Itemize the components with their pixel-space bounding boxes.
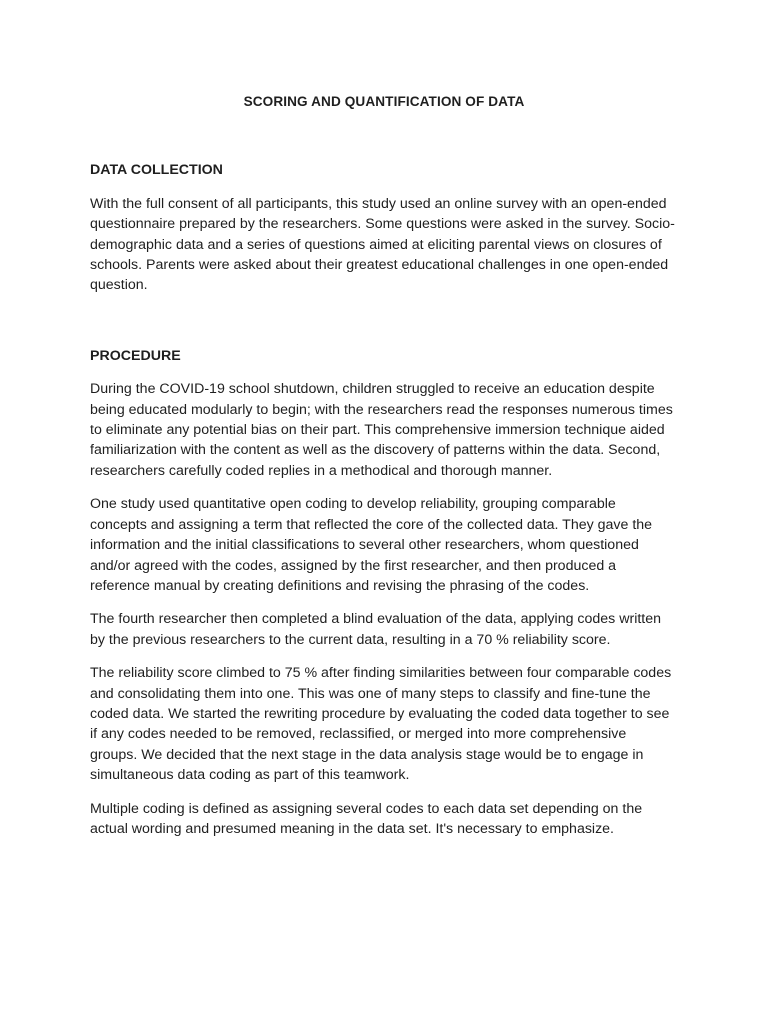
paragraph: One study used quantitative open coding to develop reliability, grouping comparable concepts and assigning a term that reflected the core of the collected data. They gave the information and the initial classifications to several other researchers, whom questioned and/or agreed with the codes, assigned by the first researcher, and then produced a reference manual by creating definitions and revising the phrasing of the codes. (90, 496, 653, 594)
paragraph: With the full consent of all participants, this study used an online survey with an open-ended questionnaire prepared by the researchers. Some questions were asked in the survey. Socio-demographic data and a series of questions aimed at eliciting parental views on closures of schools. Parents were asked about their greatest educational challenges in one open-ended question. (90, 195, 675, 294)
document-title: SCORING AND QUANTIFICATION OF DATA (243, 94, 525, 109)
paragraph: During the COVID-19 school shutdown, children struggled to receive an education despite being educated modularly to begin; with the researchers read the responses numerous times to eliminate any potential bias on their part. This comprehensive immersion technique aided familiarization with the content as well as the discovery of patterns within the data. Second, researchers carefully coded replies in a methodical and thorough manner. (90, 381, 673, 479)
paragraph: The fourth researcher then completed a blind evaluation of the data, applying codes written by the previous researchers to the current data, resulting in a 70 % reliability score. (90, 611, 662, 648)
section-procedure (90, 346, 678, 840)
paragraph: Multiple coding is defined as assigning several codes to each data set depending on the actual wording and presumed meaning in the data set. It's necessary to emphasize. (90, 800, 643, 837)
paragraph: The reliability score climbed to 75 % after finding similarities between four comparable codes and consolidating them into one. This was one of many steps to classify and fine-tune the coded data. We started the rewriting procedure by evaluating the coded data together to see if any codes needed to be removed, reclassified, or merged into more comprehensive groups. We decided that the next stage in the data analysis stage would be to engage in simultaneous data coding as part of this teamwork. (90, 665, 672, 784)
section-heading-data-collection: DATA COLLECTION (90, 162, 223, 179)
section-heading-procedure: PROCEDURE (90, 347, 181, 364)
section-data-collection (90, 160, 678, 295)
